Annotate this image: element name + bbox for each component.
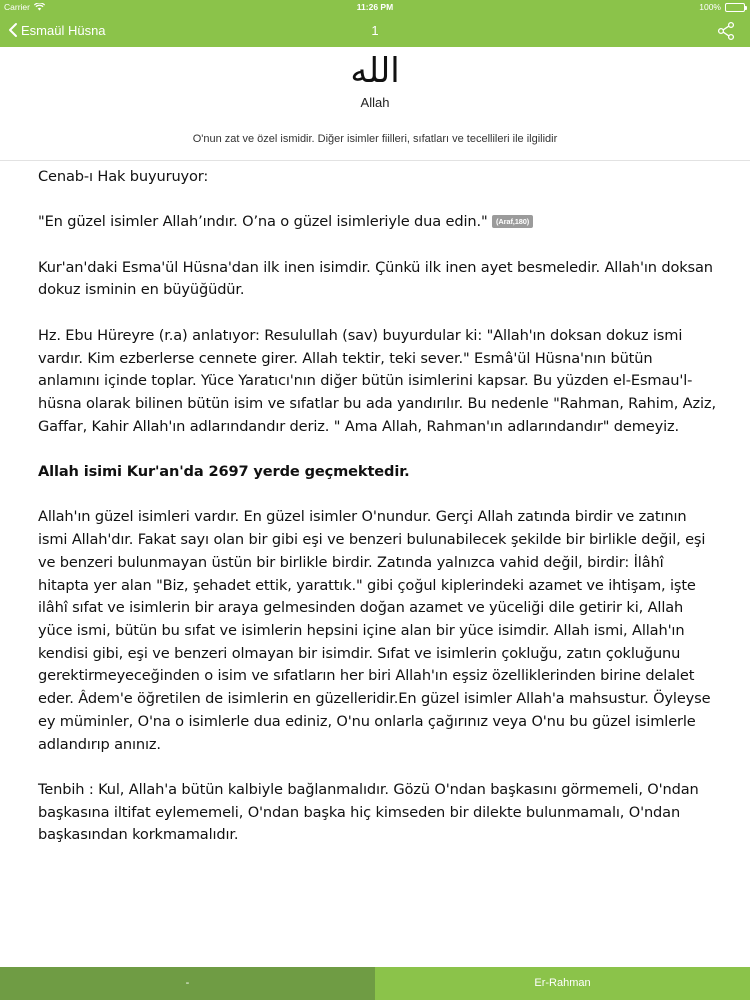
verse-reference-badge[interactable]: (Araf,180)	[492, 215, 533, 228]
paragraph-2: Hz. Ebu Hüreyre (r.a) anlatıyor: Resulullah (sav) buyurdular ki: "Allah'ın doksan dokuz ismi vardır. Kim ezberlerse cennete girer. Allah tektir, teki sever." Esmâ'ül Hüsna'nın bütün anlamını içinde toplar. Yüce Yaratıcı'nın diğer bütün isimlerini kapsar. Bu yüzden el-Esmau'l-hüsna olarak bilinen bütün isim ve sıfatlar bu ada yandırılır. Bu nedenle "Rahman, Rahim, Aziz, Gaffar, Kahir Allah'ın adlarındandır deriz. " Ama Allah, Rahman'ın adlarındandır" demeyiz.	[38, 326, 716, 435]
verse-text: "En güzel isimler Allah’ındır. O’na o güzel isimleriyle dua edin."	[38, 213, 488, 231]
footer-navigation	[0, 967, 750, 1000]
navigation-bar	[0, 14, 750, 47]
battery-percent: 100%	[699, 2, 721, 12]
arabic-calligraphy: الله	[350, 51, 400, 91]
name-subtitle: O'nun zat ve özel ismidir. Diğer isimler fiilleri, sıfatları ve tecellileri ile ilgilidir	[192, 133, 558, 145]
verse-paragraph	[38, 211, 718, 234]
chevron-left-icon	[8, 22, 18, 38]
previous-name-button[interactable]: -	[0, 967, 375, 1000]
intro-text: Cenab-ı Hak buyuruyor:	[38, 168, 209, 185]
status-right	[699, 2, 745, 12]
back-button[interactable]	[8, 22, 106, 38]
name-header	[0, 47, 750, 161]
carrier-label: Carrier	[4, 2, 30, 12]
nav-title: 1	[371, 23, 379, 38]
highlight-line: Allah isimi Kur'an'da 2697 yerde geçmektedir.	[38, 463, 410, 481]
name-title: Allah	[360, 95, 390, 110]
status-bar	[0, 0, 750, 14]
share-icon[interactable]	[716, 21, 736, 41]
paragraph-3: Allah'ın güzel isimleri vardır. En güzel isimler O'nundur. Gerçi Allah zatında birdir ve zatının ismi Allah'dır. Fakat sayı olan bir gibi eşi ve benzeri bulunabilecek şekilde bir birlikle değil, eşi ve benzeri bulunmayan üstün bir birlikle birdir. Zatında yalnızca vahid değil, birdir: İlâhî hitapta yer alan "Biz, şehadet ettik, yarattık." gibi çoğul kiplerindeki azamet ve ihtişam, işte ilâhî sıfat ve isimlerin bir araya gelmesinden doğan azamet ve yüceliği dile getirir ki, Allah yüce ismi, bütün bu sıfat ve isimlerin hepsini içine alan bir yüce isimdir. Allah ismi, Allah'ın kendisi gibi, eşi ve benzeri olmayan bir isimdir. Sıfat ve isimlerin çokluğu, zatın çokluğunu gerektirmeyeceğinden o isim ve sıfatların her biri Allah'ın eşsiz özelliklerinden birine delalet eder. Âdem'e öğretilen de isimlerin en güzelleridir.En güzel isimler Allah'a mahsustur. Öyleyse ey müminler, O'na o isimlerle dua ediniz, O'nu onlarla çağırınız veya O'nu bu güzel isimlerle adlandırıp anınız.	[38, 508, 711, 753]
status-time: 11:26 PM	[356, 2, 394, 12]
paragraph-1: Kur'an'daki Esma'ül Hüsna'dan ilk inen isimdir. Çünkü ilk inen ayet besmeledir. Allah'ın doksan dokuz isminin en büyüğüdür.	[38, 258, 713, 299]
next-name-button[interactable]: Er-Rahman	[375, 967, 750, 1000]
battery-icon	[725, 3, 745, 12]
article-content	[38, 166, 718, 870]
back-button-label: Esmaül Hüsna	[21, 22, 106, 38]
paragraph-4: Tenbih : Kul, Allah'a bütün kalbiyle bağlanmalıdır. Gözü O'ndan başkasını görmemeli, O'ndan başkasına iltifat eylememeli, O'ndan başka hiç kimseden bir dilekte bulunmamalı, O'ndan başkasından korkmamalıdır.	[38, 780, 699, 844]
